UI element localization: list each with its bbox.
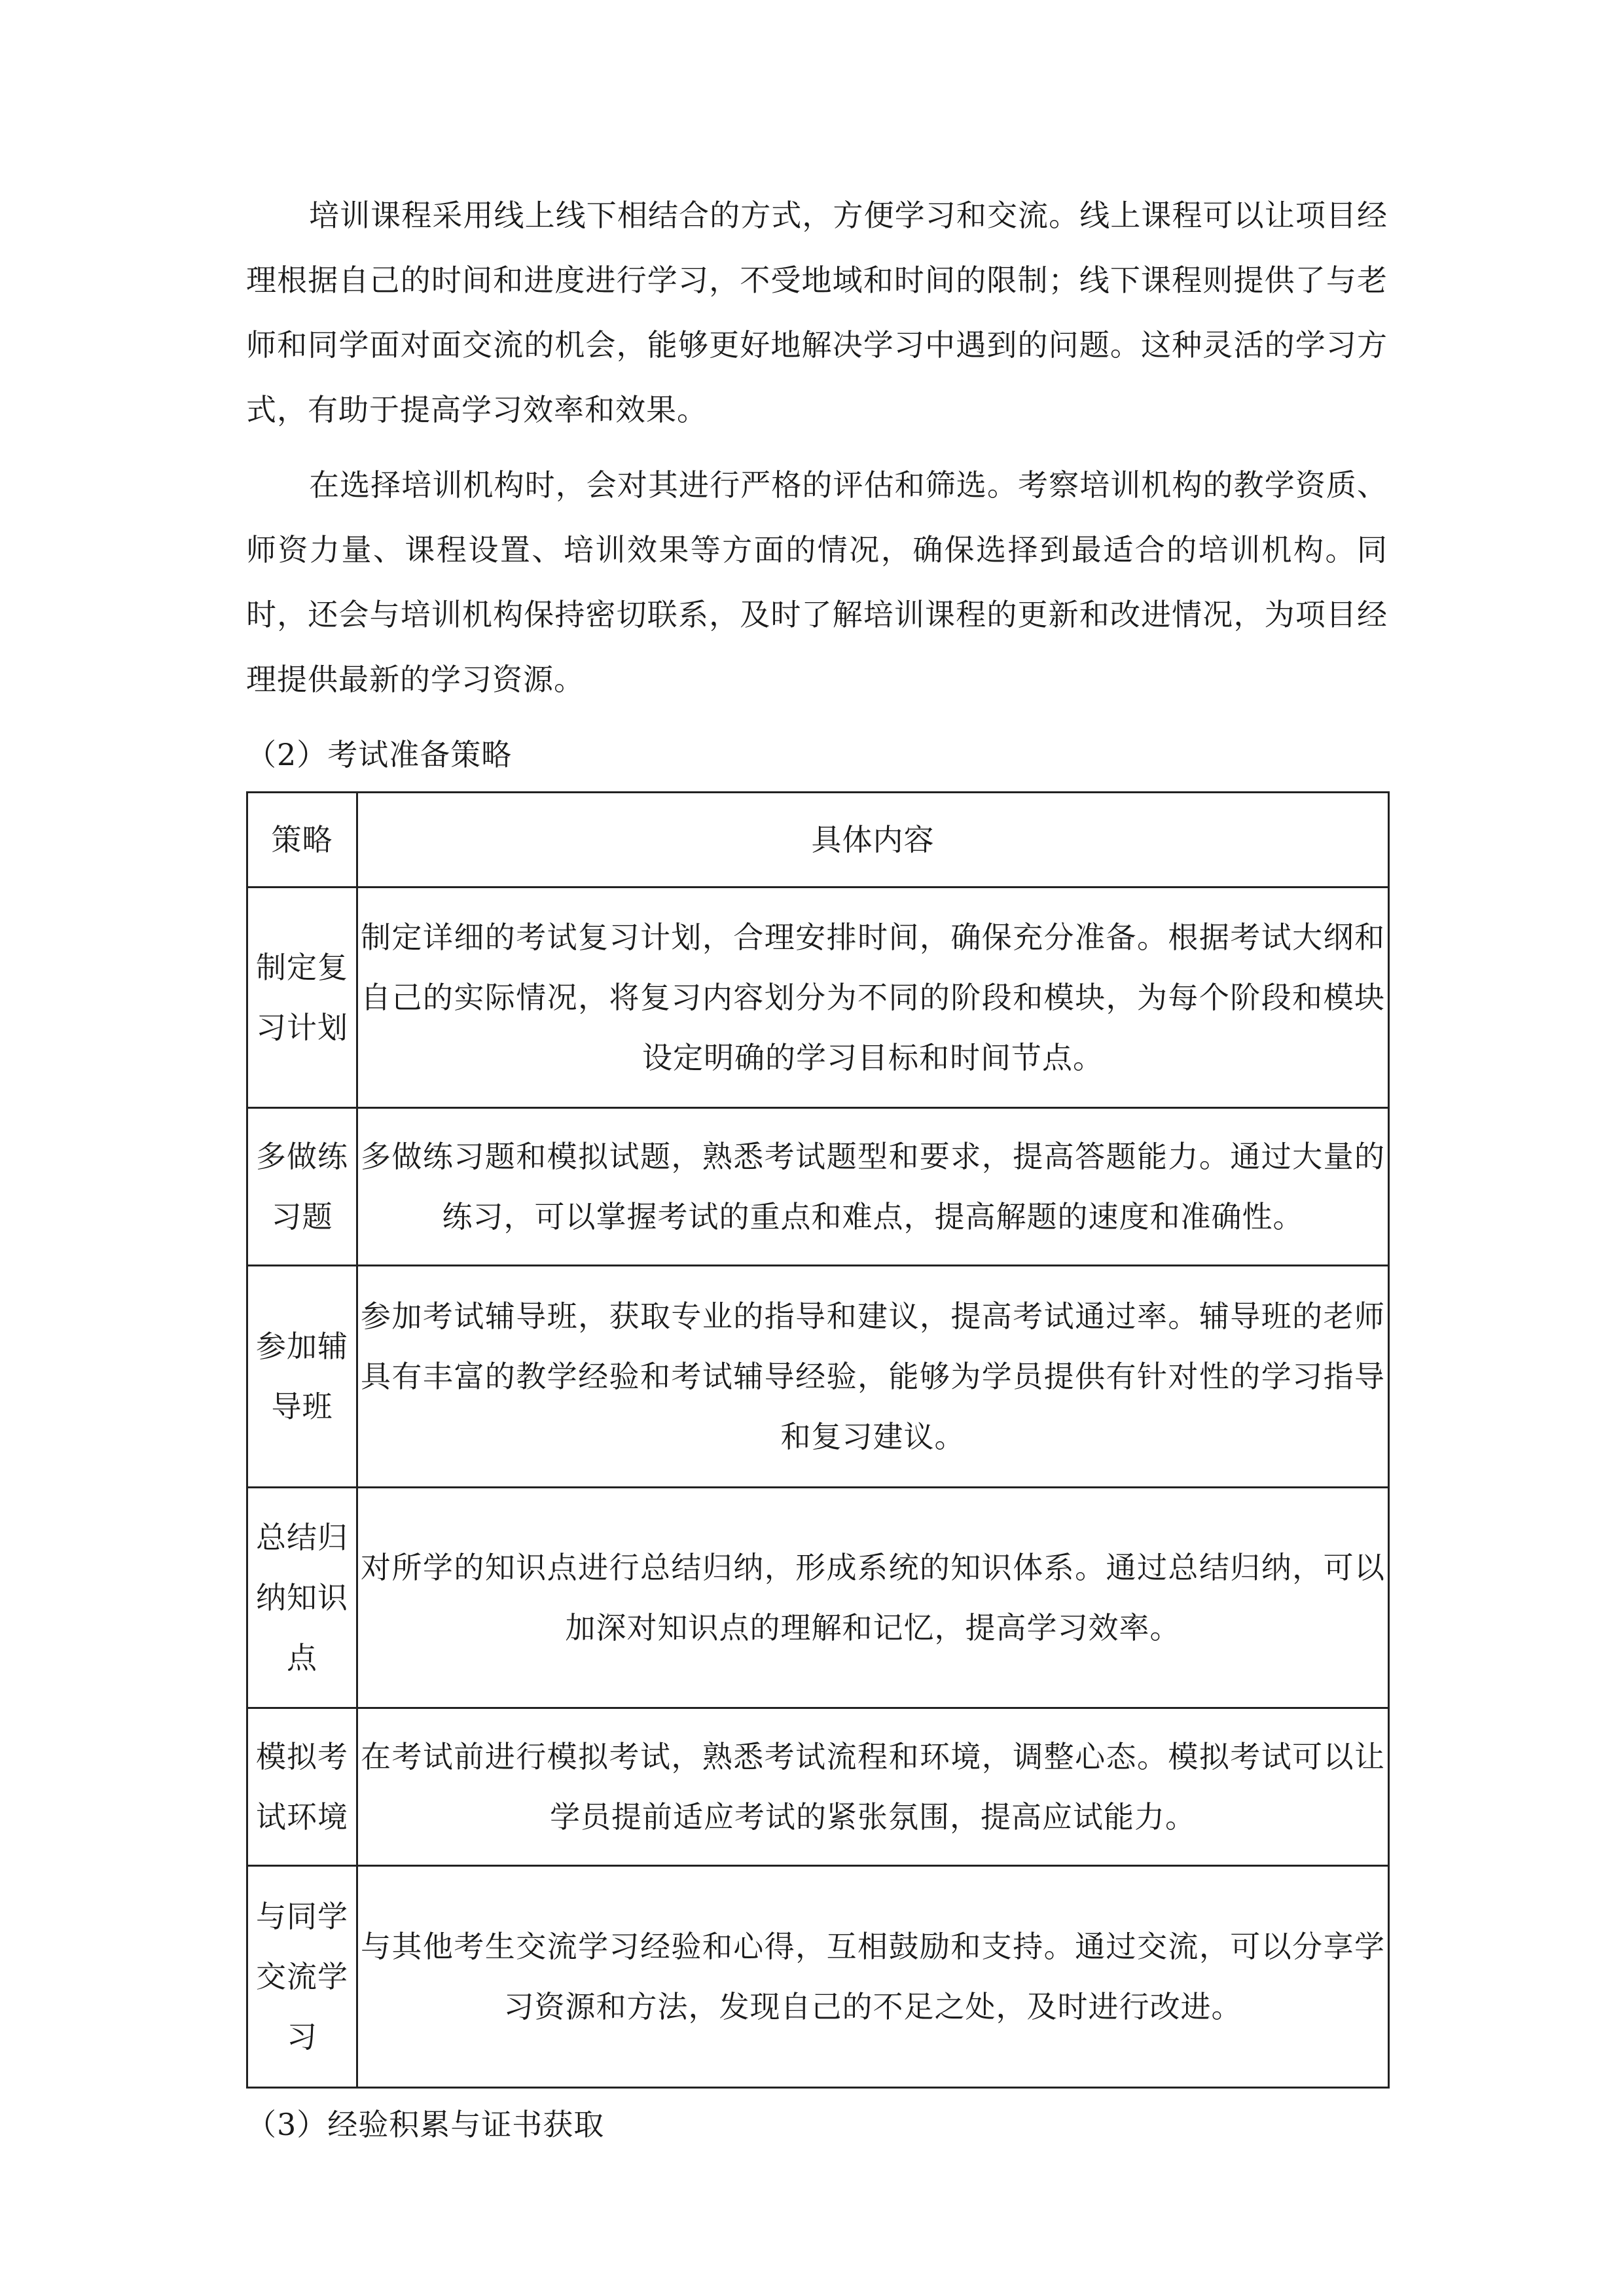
strategy-cell: 参加辅导班 bbox=[247, 1266, 357, 1488]
section-heading-exam-strategy: （2）考试准备策略 bbox=[246, 737, 513, 772]
header-strategy: 策略 bbox=[247, 793, 357, 888]
table-header-row bbox=[247, 793, 1389, 888]
strategy-cell: 模拟考试环境 bbox=[247, 1708, 357, 1866]
document-page bbox=[246, 183, 1388, 2157]
content-cell: 多做练习题和模拟试题，熟悉考试题型和要求，提高答题能力。通过大量的练习，可以掌握考试的重点和难点，提高解题的速度和准确性。 bbox=[357, 1108, 1389, 1266]
table-row bbox=[247, 1866, 1389, 2088]
table-row bbox=[247, 1488, 1389, 1708]
strategy-cell: 总结归纳知识点 bbox=[247, 1488, 357, 1708]
strategy-cell: 与同学交流学习 bbox=[247, 1866, 357, 2088]
table-row bbox=[247, 888, 1389, 1108]
strategy-cell: 制定复习计划 bbox=[247, 888, 357, 1108]
content-cell: 在考试前进行模拟考试，熟悉考试流程和环境，调整心态。模拟考试可以让学员提前适应考试的紧张氛围，提高应试能力。 bbox=[357, 1708, 1389, 1866]
table-row bbox=[247, 1266, 1389, 1488]
strategy-table bbox=[246, 791, 1390, 2089]
content-cell: 参加考试辅导班，获取专业的指导和建议，提高考试通过率。辅导班的老师具有丰富的教学经验和考试辅导经验，能够为学员提供有针对性的学习指导和复习建议。 bbox=[357, 1266, 1389, 1488]
content-cell: 对所学的知识点进行总结归纳，形成系统的知识体系。通过总结归纳，可以加深对知识点的理解和记忆，提高学习效率。 bbox=[357, 1488, 1389, 1708]
header-content: 具体内容 bbox=[357, 793, 1389, 888]
section-heading-experience-certificate: （3）经验积累与证书获取 bbox=[246, 2107, 605, 2142]
paragraph-institution-selection: 在选择培训机构时，会对其进行严格的评估和筛选。考察培训机构的教学资质、师资力量、课程设置、培训效果等方面的情况，确保选择到最适合的培训机构。同时，还会与培训机构保持密切联系，及时了解培训课程的更新和改进情况，为项目经理提供最新的学习资源。 bbox=[246, 467, 1388, 697]
paragraph-online-offline: 培训课程采用线上线下相结合的方式，方便学习和交流。线上课程可以让项目经理根据自己的时间和进度进行学习，不受地域和时间的限制；线下课程则提供了与老师和同学面对面交流的机会，能够更好地解决学习中遇到的问题。这种灵活的学习方式，有助于提高学习效率和效果。 bbox=[246, 198, 1388, 427]
table-row bbox=[247, 1108, 1389, 1266]
strategy-cell: 多做练习题 bbox=[247, 1108, 357, 1266]
table-row bbox=[247, 1708, 1389, 1866]
content-cell: 制定详细的考试复习计划，合理安排时间，确保充分准备。根据考试大纲和自己的实际情况，将复习内容划分为不同的阶段和模块，为每个阶段和模块设定明确的学习目标和时间节点。 bbox=[357, 888, 1389, 1108]
content-cell: 与其他考生交流学习经验和心得，互相鼓励和支持。通过交流，可以分享学习资源和方法，发现自己的不足之处，及时进行改进。 bbox=[357, 1866, 1389, 2088]
